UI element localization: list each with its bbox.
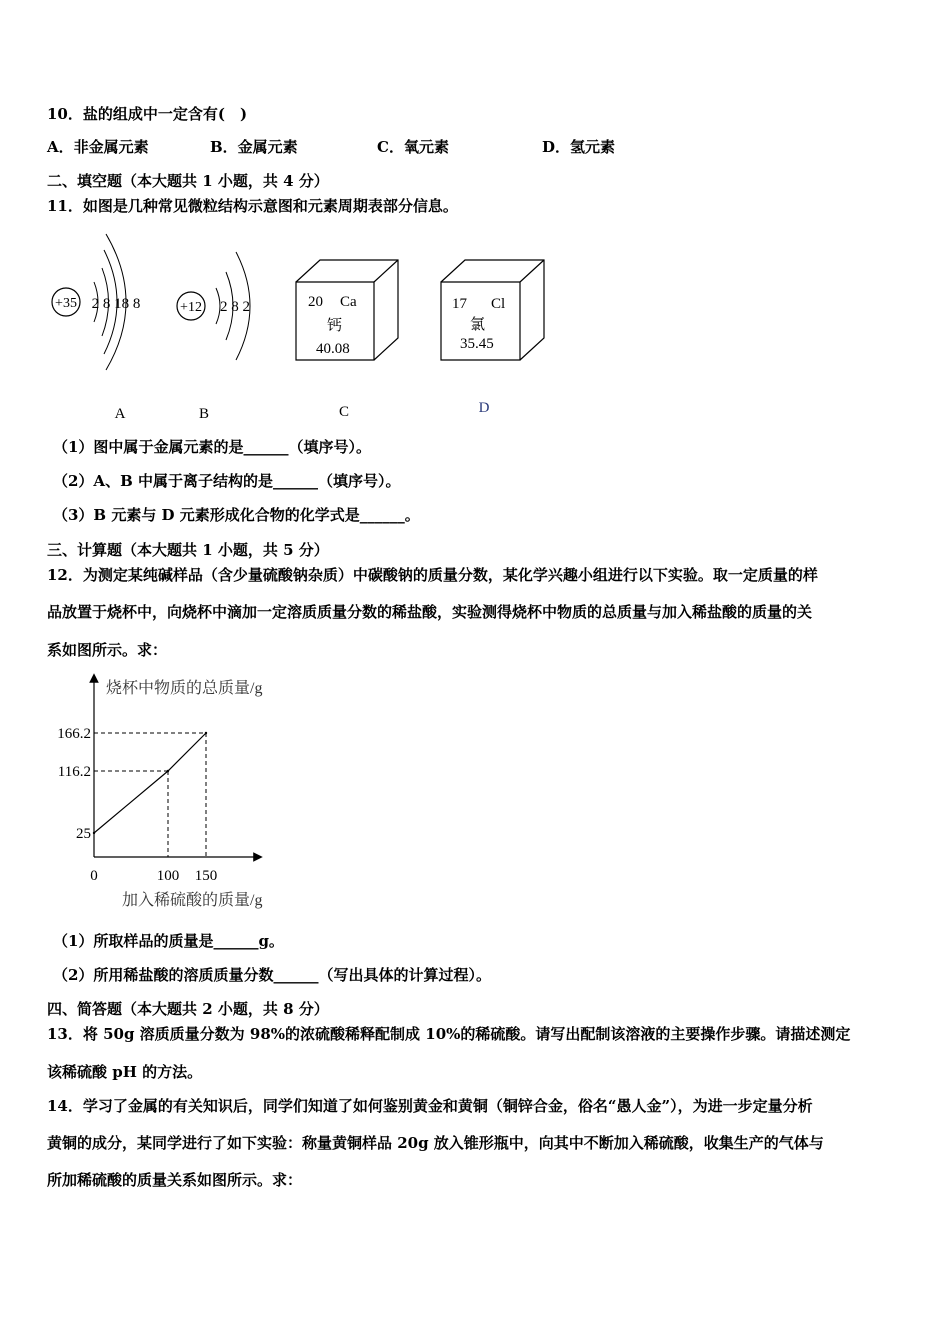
- q12-line2: 品放置于烧杯中，向烧杯中滴加一定溶质质量分数的稀盐酸，实验测得烧杯中物质的总质量与加入稀盐酸的质量的关: [47, 603, 813, 621]
- atom-b-electrons: 2 8 2: [220, 299, 250, 315]
- y-tick-label-2: 166.2: [57, 726, 91, 742]
- ca-name: 钙: [327, 318, 343, 334]
- q14-line3: 所加稀硫酸的质量关系如图所示。求：: [47, 1171, 303, 1189]
- q12-line3: 系如图所示。求：: [47, 641, 168, 659]
- q13-line1: 13．将 50g 溶质质量分数为 98%的浓硫酸稀释配制成 10%的稀硫酸。请写出配制该溶液的主要操作步骤。请描述测定: [47, 1025, 851, 1043]
- cl-mass: 35.45: [460, 336, 494, 352]
- q11-stem: 11．如图是几种常见微粒结构示意图和元素周期表部分信息。: [47, 197, 458, 215]
- element-cell-ca: [296, 260, 398, 360]
- data-point-0: [93, 832, 95, 834]
- q12-line1: 12．为测定某纯碱样品（含少量硫酸钠杂质）中碳酸钠的质量分数，某化学兴趣小组进行以下实验。取一定质量的样: [47, 566, 818, 584]
- x-tick-label-1: 150: [194, 868, 218, 884]
- q14-line2: 黄铜的成分，某同学进行了如下实验：称量黄铜样品 20g 放入锥形瓶中，向其中不断加入稀硫酸，收集生产的气体与: [47, 1134, 824, 1152]
- q12-chart: [40, 668, 300, 918]
- section-2-heading: 二、填空题（本大题共 1 小题，共 4 分）: [47, 172, 329, 190]
- label-d: D: [478, 400, 490, 416]
- q10-stem: 10．盐的组成中一定含有( ): [47, 105, 248, 123]
- q11-sub2: （2）A、B 中属于离子结构的是______（填序号）。: [53, 472, 401, 490]
- q12-sub1: （1）所取样品的质量是______g。: [53, 932, 284, 950]
- q13-line2: 该稀硫酸 pH 的方法。: [47, 1063, 203, 1081]
- q11-sub1: （1）图中属于金属元素的是______（填序号）。: [53, 438, 371, 456]
- ca-mass: 40.08: [316, 341, 350, 357]
- cl-symbol: Cl: [491, 296, 506, 312]
- section-3-heading: 三、计算题（本大题共 1 小题，共 5 分）: [47, 541, 329, 559]
- atom-b-diagram: [177, 252, 250, 360]
- ca-symbol: Ca: [340, 294, 357, 310]
- q10-option-b: B．金属元素: [210, 138, 298, 156]
- element-cell-cl: [441, 260, 544, 360]
- atom-a-diagram: [52, 234, 140, 370]
- q10-option-d: D．氢元素: [542, 138, 616, 156]
- y-tick-label-1: 116.2: [57, 764, 91, 780]
- atom-b-nucleus-label: +12: [180, 300, 202, 315]
- q11-sub3: （3）B 元素与 D 元素形成化合物的化学式是______。: [53, 506, 420, 524]
- ca-atomic-number: 20: [308, 294, 323, 310]
- y-axis-label: 烧杯中物质的总质量/g: [106, 680, 263, 697]
- y-tick-label-0: 25: [76, 826, 91, 842]
- q11-figure: [40, 222, 570, 427]
- atom-a-electrons: 2 8 18 8: [91, 296, 141, 312]
- cl-name: 氯: [470, 317, 486, 333]
- q14-line1: 14．学习了金属的有关知识后，同学们知道了如何鉴别黄金和黄铜（铜锌合金，俗名“愚人金”），为进一步定量分析: [47, 1097, 813, 1115]
- cl-atomic-number: 17: [452, 296, 467, 312]
- data-line: [94, 733, 206, 833]
- section-4-heading: 四、简答题（本大题共 2 小题，共 8 分）: [47, 1000, 329, 1018]
- label-b: B: [198, 406, 210, 422]
- origin-label: 0: [90, 868, 98, 884]
- q10-option-c: C．氧元素: [377, 138, 449, 156]
- x-axis-label: 加入稀硫酸的质量/g: [122, 892, 263, 909]
- label-c: C: [338, 404, 350, 420]
- atom-a-nucleus-label: +35: [55, 296, 77, 311]
- q12-sub2: （2）所用稀盐酸的溶质质量分数______（写出具体的计算过程）。: [53, 966, 491, 984]
- x-tick-label-0: 100: [156, 868, 180, 884]
- label-a: A: [114, 406, 126, 422]
- q10-option-a: A．非金属元素: [47, 138, 149, 156]
